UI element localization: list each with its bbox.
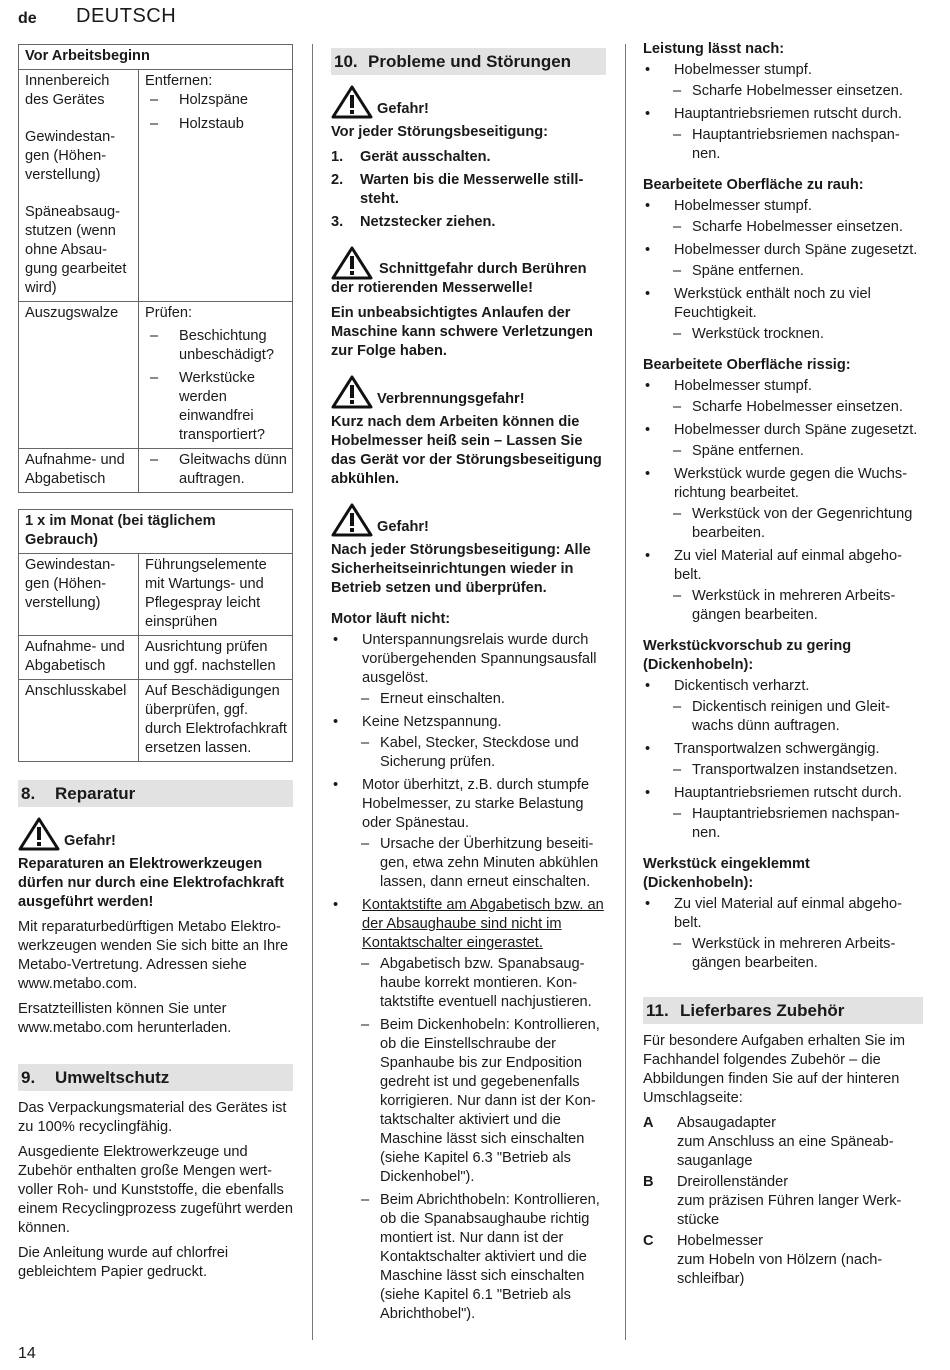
warning-triangle-icon (18, 817, 60, 851)
warning-heading: Gefahr! (331, 503, 606, 537)
list-item: • Transportwalzen schwergängig. (645, 741, 880, 757)
paragraph: Ein unbeabsichtigtes Anlaufen der Maschine kann schwere Verletzungen zur Folge haben. (331, 305, 593, 359)
cell-text: Späneabsaugstutzen (wenn ohne Absaugung gearbeitet wird) (25, 204, 127, 296)
paragraph: Ersatzteillisten können Sie unter www.metabo.com herunterladen. (18, 1001, 232, 1036)
warning-heading: Gefahr! (18, 817, 293, 851)
cell-text: Prüfen: (145, 305, 193, 321)
list-subitem: – Beim Dickenhobeln: Kontrollieren, ob die Einstellschraube der Spanhaube bis zur Endposition gedreht ist und gegebenenfalls korrigieren. Nur dann ist der Kontaktschalter aktiviert und die Maschine lässt sich einschalten (siehe Kapitel 6.3 "Betrieb als Dickenhobel"). (361, 1017, 600, 1185)
language-code: de (18, 10, 37, 27)
list-subitem: – Späne entfernen. (673, 443, 804, 459)
cell-text: Innenbereich des Gerätes (25, 73, 110, 108)
list-subitem: – Transportwalzen instandsetzen. (673, 762, 898, 778)
table-cell (19, 70, 139, 302)
paragraph: Reparaturen an Elektrowerkzeugen dürfen nur durch eine Elektrofachkraft ausgeführt werden! (18, 856, 284, 910)
problem-heading: Leistung lässt nach: (643, 41, 785, 57)
paragraph: Ausgediente Elektrowerkzeuge und Zubehör enthalten große Mengen wertvoller Roh- und Kunststoffe, die ebenfalls einem Recyclingprozess zugeführt werden können. (18, 1144, 293, 1236)
table-cell: Entfernen: – Holzspäne – Holzstaub (139, 70, 293, 302)
cell-text: Werkstücke werden einwandfrei transportiert? (179, 370, 265, 443)
table-cell: Ausrichtung prüfen und ggf. nachstellen (139, 636, 293, 680)
table-cell: Gewindestangen (Höhenverstellung) (19, 554, 139, 636)
list-item: • Keine Netzspannung. (333, 714, 502, 730)
table-cell: Aufnahme- und Abgabetisch (19, 449, 139, 493)
list-subitem: – Scharfe Hobelmesser einsetzen. (673, 83, 903, 99)
accessory-item: B Dreirollenständer zum präzisen Führen langer Werkstücke (643, 1174, 902, 1228)
accessory-item: C Hobelmesser zum Hobeln von Hölzern (nachschleifbar) (643, 1233, 883, 1287)
paragraph: Die Anleitung wurde auf chlorfrei gebleichtem Papier gedruckt. (18, 1245, 229, 1280)
list-item: • Zu viel Material auf einmal abgehobelt. (645, 896, 902, 931)
list-subitem: – Werkstück trocknen. (673, 326, 824, 342)
list-subitem: – Scharfe Hobelmesser einsetzen. (673, 399, 903, 415)
section-heading-repair: 8. Reparatur (18, 780, 293, 807)
list-subitem: – Scharfe Hobelmesser einsetzen. (673, 219, 903, 235)
cell-text: Entfernen: (145, 73, 213, 89)
column-divider (625, 44, 626, 1340)
problem-heading: Motor läuft nicht: (331, 611, 451, 627)
section-heading-problems: 10. Probleme und Störungen (331, 48, 606, 75)
list-item: • Hauptantriebsriemen rutscht durch. (645, 106, 902, 122)
table-cell: Führungselemente mit Wartungs- und Pflegespray leicht einsprühen (139, 554, 293, 636)
list-item: • Hauptantriebsriemen rutscht durch. (645, 785, 902, 801)
accessory-item: A Absaugadapter zum Anschluss an eine Späneabsauganlage (643, 1115, 894, 1169)
problem-heading: Werkstück eingeklemmt (Dickenhobeln): (643, 856, 810, 891)
list-item: • Hobelmesser stumpf. (645, 378, 812, 394)
problem-heading: Bearbeitete Oberfläche zu rauh: (643, 177, 864, 193)
list-item: • Motor überhitzt, z.B. durch stumpfe Hobelmesser, zu starke Belastung oder Spänestau. (333, 777, 590, 831)
column-2 (331, 44, 606, 1328)
list-item: • Zu viel Material auf einmal abgehobelt. (645, 548, 902, 583)
cell-text: Gleitwachs dünn auftragen. (179, 452, 287, 487)
list-item: • Kontaktstifte am Abgabetisch bzw. an der Absaughaube sind nicht im Kontaktschalter eingerastet. (333, 897, 604, 951)
list-subitem: – Ursache der Überhitzung beseitigen, etwa zehn Minuten abkühlen lassen, dann erneut einschalten. (361, 836, 599, 890)
table-cell: Auf Beschädigungen überprüfen, ggf. durch Elektrofachkraft ersetzen lassen. (139, 680, 293, 762)
list-item: 3. Netzstecker ziehen. (331, 214, 496, 230)
warning-triangle-icon (331, 503, 373, 537)
list-subitem: – Erneut einschalten. (361, 691, 505, 707)
list-subitem: – Hauptantriebsriemen nachspannen. (673, 127, 900, 162)
list-item: • Dickentisch verharzt. (645, 678, 810, 694)
list-subitem: – Späne entfernen. (673, 263, 804, 279)
maintenance-table-monthly (18, 509, 293, 762)
list-item: 2. Warten bis die Messerwelle stillsteht. (331, 172, 584, 207)
list-item: • Unterspannungsrelais wurde durch vorübergehenden Spannungsausfall ausgelöst. (333, 632, 597, 686)
warning-heading: Gefahr! (331, 85, 606, 119)
table-cell: – Gleitwachs dünn auftragen. (139, 449, 293, 493)
list-subitem: – Werkstück von der Gegenrichtung bearbeiten. (673, 506, 913, 541)
list-item: • Hobelmesser stumpf. (645, 198, 812, 214)
cell-text: Gewindestangen (Höhenverstellung) (25, 129, 116, 183)
section-heading-accessories: 11. Lieferbares Zubehör (643, 997, 923, 1024)
paragraph: Kurz nach dem Arbeiten können die Hobelmesser heiß sein – Lassen Sie das Gerät vor der Störungsbeseitigung abkühlen. (331, 414, 602, 487)
list-item: • Werkstück wurde gegen die Wuchsrichtung bearbeitet. (645, 466, 908, 501)
page-header-title: DEUTSCH (76, 5, 177, 27)
table-cell: Aufnahme- und Abgabetisch (19, 636, 139, 680)
cell-text: Holzspäne (179, 92, 248, 108)
list-subitem: – Werkstück in mehreren Arbeitsgängen bearbeiten. (673, 588, 896, 623)
paragraph: Für besondere Aufgaben erhalten Sie im Fachhandel folgendes Zubehör – die Abbildungen finden Sie auf der hinteren Umschlagseite: (643, 1033, 906, 1106)
paragraph: Vor jeder Störungsbeseitigung: (331, 124, 549, 140)
problem-heading: Werkstückvorschub zu gering (Dickenhobeln): (643, 638, 852, 673)
problem-heading: Bearbeitete Oberfläche rissig: (643, 357, 851, 373)
section-heading-environment: 9. Umweltschutz (18, 1064, 293, 1091)
list-item: • Hobelmesser durch Späne zugesetzt. (645, 422, 918, 438)
table-title: Vor Arbeitsbeginn (19, 45, 293, 70)
list-subitem: – Beim Abrichthobeln: Kontrollieren, ob die Spanabsaughaube richtig montiert ist. Nur dann ist der Kontaktschalter aktiviert und die Maschine lässt sich einschalten (siehe Kapitel 6.1 "Betrieb als Abrichthobel"). (361, 1192, 600, 1322)
cell-text: Holzstaub (179, 116, 244, 132)
maintenance-table-before-work (18, 44, 293, 493)
warning-triangle-icon (331, 85, 373, 119)
list-item: • Werkstück enthält noch zu viel Feuchtigkeit. (645, 286, 871, 321)
paragraph: Nach jeder Störungsbeseitigung: Alle Sicherheitseinrichtungen wieder in Betrieb setzen und überprüfen. (331, 542, 591, 596)
list-subitem: – Hauptantriebsriemen nachspannen. (673, 806, 900, 841)
warning-triangle-icon (331, 246, 373, 280)
list-item: • Hobelmesser stumpf. (645, 62, 812, 78)
table-cell: Anschlusskabel (19, 680, 139, 762)
cell-text: Beschichtung unbeschädigt? (179, 328, 274, 363)
column-divider (312, 44, 313, 1340)
page-number: 14 (18, 1345, 36, 1362)
table-cell: Prüfen: – Beschichtung unbeschädigt? – Werkstücke werden einwandfrei transportiert? (139, 302, 293, 449)
column-3 (643, 40, 923, 1291)
list-item: 1. Gerät ausschalten. (331, 149, 491, 165)
list-subitem: – Dickentisch reinigen und Gleitwachs dünn auftragen. (673, 699, 890, 734)
list-subitem: – Kabel, Stecker, Steckdose und Sicherung prüfen. (361, 735, 579, 770)
list-subitem: – Abgabetisch bzw. Spanabsaughaube korrekt montieren. Kontaktstifte eventuell nachjustieren. (361, 956, 592, 1010)
warning-heading: Verbrennungsgefahr! (331, 375, 606, 409)
list-item: • Hobelmesser durch Späne zugesetzt. (645, 242, 918, 258)
table-cell: Auszugswalze (19, 302, 139, 449)
table-title: 1 x im Monat (bei täglichem Gebrauch) (19, 510, 293, 554)
steps-list (331, 148, 606, 232)
list-subitem: – Werkstück in mehreren Arbeitsgängen bearbeiten. (673, 936, 896, 971)
warning-triangle-icon (331, 375, 373, 409)
paragraph: Mit reparaturbedürftigen Metabo Elektrowerkzeugen wenden Sie sich bitte an Ihre Metabo-Vertretung. Adressen siehe www.metabo.com. (18, 919, 289, 992)
paragraph: Das Verpackungsmaterial des Gerätes ist zu 100% recyclingfähig. (18, 1100, 287, 1135)
column-1 (18, 44, 293, 1288)
paragraph: Schnittgefahr durch Berühren der rotierenden Messerwelle! (331, 261, 587, 296)
